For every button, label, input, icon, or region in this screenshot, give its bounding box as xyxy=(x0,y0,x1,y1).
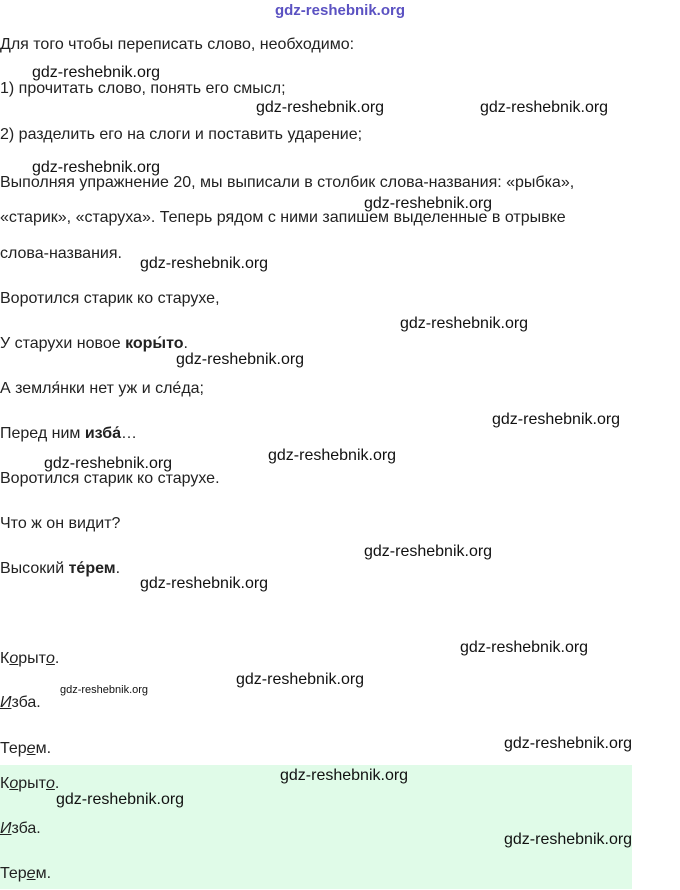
watermark: gdz-reshebnik.org xyxy=(364,195,493,212)
unstressed-vowel: о xyxy=(9,650,19,667)
watermark: gdz-reshebnik.org xyxy=(140,575,269,592)
poem-line-2: У старухи новое коры́то. xyxy=(0,335,188,352)
intro-text: Для того чтобы переписать слово, необходимо: xyxy=(0,36,355,53)
watermark: gdz-reshebnik.org xyxy=(400,315,529,332)
unstressed-vowel: о xyxy=(45,650,55,667)
answer-word-2: Изба. xyxy=(0,820,41,837)
watermark: gdz-reshebnik.org xyxy=(56,791,185,808)
poem-line-3: А земля́нки нет уж и сле́да; xyxy=(0,380,204,397)
word-korыto: Корыто. xyxy=(0,650,60,667)
step-1: 1) прочитать слово, понять его смысл; xyxy=(0,80,286,97)
watermark: gdz-reshebnik.org xyxy=(460,639,589,656)
watermark: gdz-reshebnik.org xyxy=(60,684,149,696)
paragraph-line-3: слова-названия. xyxy=(0,245,122,262)
watermark: gdz-reshebnik.org xyxy=(32,64,161,81)
highlighted-word: изба́ xyxy=(84,425,122,442)
watermark: gdz-reshebnik.org xyxy=(492,411,621,428)
poem-line-4: Перед ним изба́… xyxy=(0,425,138,442)
watermark: gdz-reshebnik.org xyxy=(44,455,173,472)
unstressed-vowel: о xyxy=(9,775,19,792)
watermark: gdz-reshebnik.org xyxy=(504,831,633,848)
word-terem: Терем. xyxy=(0,740,52,757)
poem-line-1: Воротился старик ко старухе, xyxy=(0,290,220,307)
unstressed-vowel: И xyxy=(0,694,12,711)
step-2: 2) разделить его на слоги и поставить ударение; xyxy=(0,126,363,143)
poem-line-6: Что ж он видит? xyxy=(0,515,121,532)
paragraph-line-2: «старик», «старуха». Теперь рядом с ними запишем выделенные в отрывке xyxy=(0,209,566,226)
watermark: gdz-reshebnik.org xyxy=(364,543,493,560)
watermark: gdz-reshebnik.org xyxy=(280,767,409,784)
unstressed-vowel: е xyxy=(26,865,36,882)
watermark: gdz-reshebnik.org xyxy=(256,99,385,116)
watermark: gdz-reshebnik.org xyxy=(504,735,633,752)
word-izba: Изба. xyxy=(0,694,41,711)
watermark: gdz-reshebnik.org xyxy=(32,159,161,176)
poem-line-7: Высокий те́рем. xyxy=(0,560,121,577)
unstressed-vowel: И xyxy=(0,820,12,837)
watermark: gdz-reshebnik.org xyxy=(480,99,609,116)
poem-line-5: Воротился старик ко старухе. xyxy=(0,470,220,487)
highlighted-word: те́рем xyxy=(68,560,116,577)
watermark: gdz-reshebnik.org xyxy=(176,351,305,368)
answer-word-3: Терем. xyxy=(0,865,52,882)
highlighted-word: коры́то xyxy=(125,335,184,352)
unstressed-vowel: о xyxy=(45,775,55,792)
watermark: gdz-reshebnik.org xyxy=(140,255,269,272)
paragraph-line-1: Выполняя упражнение 20, мы выписали в столбик слова-названия: «рыбка», xyxy=(0,174,575,191)
unstressed-vowel: е xyxy=(26,740,36,757)
watermark: gdz-reshebnik.org xyxy=(236,671,365,688)
site-header-link[interactable]: gdz-reshebnik.org xyxy=(274,2,405,19)
watermark: gdz-reshebnik.org xyxy=(268,447,397,464)
answer-word-1: Корыто. xyxy=(0,775,60,792)
